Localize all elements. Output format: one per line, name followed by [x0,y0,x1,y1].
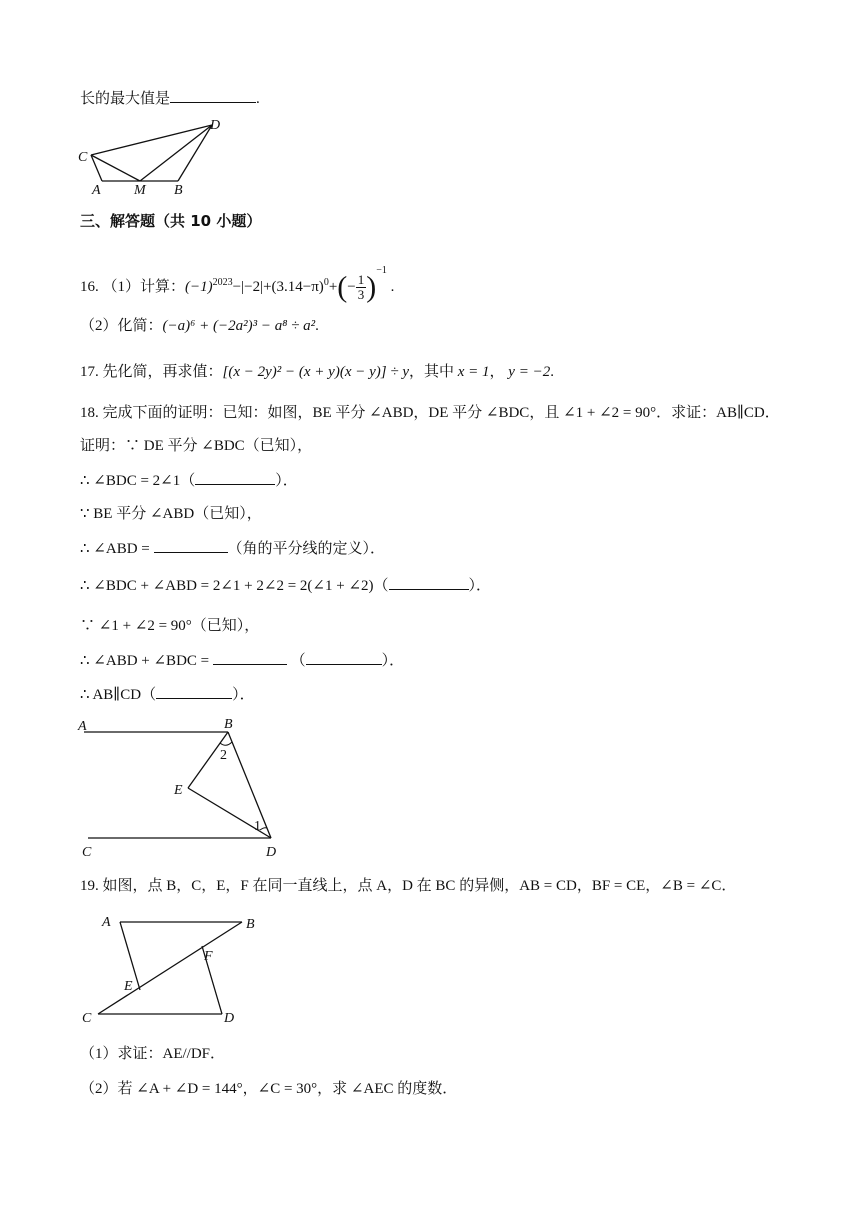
q15-tail-line [80,88,260,109]
q18-l4b: （角的平分线的定义）． [227,541,386,557]
q16-part2 [80,316,319,336]
label-B: B [246,917,255,932]
label-F: F [204,949,213,964]
q17-cond-y: y = −2 [508,364,551,380]
answer-blank[interactable] [389,575,469,590]
q19-part1: （1）求证：AE//DF． [80,1046,226,1062]
label-M: M [134,183,146,198]
q18-line2 [80,470,298,491]
label-A: A [102,915,111,930]
q18-l2a: ∴ ∠BDC = 2∠1（ [80,473,196,489]
figure-q18 [74,712,294,862]
q18-line8 [80,684,255,705]
q18-line6: ∵ ∠1 + ∠2 = 90°（已知）， [80,618,260,634]
q18-l4a: ∴ ∠ABD = [80,541,150,557]
label-B: B [224,717,233,732]
q18-stmt: 完成下面的证明：已知：如图，BE 平分 ∠ABD，DE 平分 ∠BDC，且 ∠1 + ∠2 = 90°．求证：AB∥CD． [102,405,780,421]
q16-expr-b: −|−2|+(3.14−π) [232,279,324,295]
label-A: A [92,183,101,198]
q18-l2b: ）． [275,473,298,489]
q18-line3: ∵ BE 平分 ∠ABD（已知）， [80,506,262,522]
q16-part2-label: （2）化简： [80,318,163,334]
q16-exp-a: 2023 [212,277,233,288]
label-B: B [174,183,183,198]
q17-cond-x: x = 1 [457,364,490,380]
q16-part1-end: . [390,279,395,295]
q17 [80,362,554,382]
answer-blank[interactable] [195,470,275,485]
q19-statement [80,876,736,896]
label-D: D [266,845,277,860]
q16-frac-num: 1 [357,272,365,288]
label-D: D [210,118,221,133]
label-C: C [82,1011,92,1026]
label-C: C [82,845,92,860]
q18-l5b: ）． [468,578,492,594]
section-title: 三、解答题（共 10 小题） [80,212,262,230]
label-1: 1 [254,819,261,834]
q17-expr: [(x − 2y)² − (x + y)(x − y)] ÷ y [222,364,409,380]
q18-statement [80,403,780,423]
q18-l8b: ）． [232,687,255,703]
q18-l7b: （ [290,653,306,669]
q18-line7 [80,650,404,671]
q16-exp-c: −1 [376,265,387,276]
q15-tail-text: 长的最大值是 [80,91,171,107]
q18-line1: 证明：∵ DE 平分 ∠BDC（已知）， [80,438,313,454]
q16-expr-c: + [328,279,338,295]
figure-q15 [74,114,234,198]
figure-q19 [76,906,276,1030]
label-E: E [124,979,133,994]
label-E: E [174,783,183,798]
q16-frac-den: 3 [357,287,365,303]
q16-part2-expr: (−a)⁶ + (−2a²)³ − a⁸ ÷ a² [162,318,316,334]
q16-expr-a: (−1) [185,279,213,295]
answer-blank[interactable] [306,650,382,665]
q17-end: . [550,364,554,380]
q16-part1-label: （1）计算： [102,279,186,295]
q17-cond-sep: ， [489,364,505,380]
q16-part2-end: . [315,318,319,334]
q16-part1: 16. （1）计算：$(-1)^{2023}-|-2|+(3.14-\pi)^0+(-$ $\frac{1}{3}$ )$^{-1}$ . [80,265,395,304]
q18-l8a: ∴ AB∥CD（ [80,687,157,703]
answer-blank[interactable] [154,538,228,553]
answer-blank[interactable] [170,88,256,103]
q19-part2: （2）若 ∠A + ∠D = 144°，∠C = 30°，求 ∠AEC 的度数． [80,1081,458,1097]
q19-stmt: 如图，点 B，C，E，F 在同一直线上，点 A，D 在 BC 的异侧，AB = CD，BF = CE，∠B = ∠C． [102,878,737,894]
q18-number: 18. [80,405,99,421]
label-A: A [78,719,87,734]
q16-fraction [356,273,367,302]
answer-blank[interactable] [213,650,287,665]
q18-l7c: ）． [381,653,405,669]
q17-lead: 先化简，再求值： [102,364,223,380]
label-C: C [78,150,88,165]
q18-line4 [80,538,385,559]
q16-exp-b: 0 [323,277,329,288]
q18-l7a: ∴ ∠ABD + ∠BDC = [80,653,210,669]
q19-number: 19. [80,878,99,894]
q17-cond-lead: ，其中 [408,364,454,380]
q18-line5 [80,575,491,596]
label-D: D [224,1011,235,1026]
q17-number: 17. [80,364,99,380]
q18-l5a: ∴ ∠BDC + ∠ABD = 2∠1 + 2∠2 = 2(∠1 + ∠2)（ [80,578,389,594]
answer-blank[interactable] [156,684,232,699]
q16-number: 16. [80,279,99,295]
q15-tail-end: . [256,91,260,107]
label-2: 2 [220,748,227,763]
